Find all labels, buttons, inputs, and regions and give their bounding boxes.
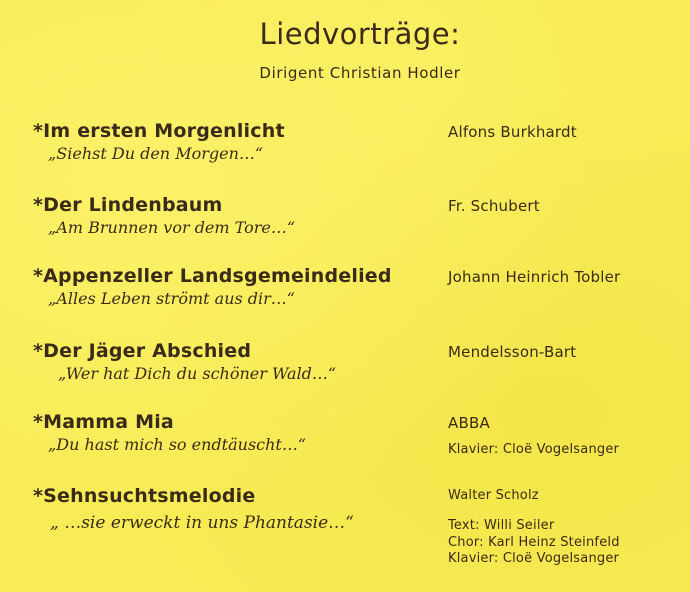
choir-credit: Chor: Karl Heinz Steinfeld (448, 535, 620, 550)
song-quote: „Du hast mich so endtäuscht…“ (48, 435, 307, 454)
song-title: *Der Lindenbaum (33, 194, 223, 216)
song-quote: „Wer hat Dich du schöner Wald…“ (58, 364, 337, 383)
song-title: *Sehnsuchtsmelodie (33, 485, 256, 507)
composer: Mendelsson-Bart (448, 343, 577, 361)
song-quote: „ …sie erweckt in uns Phantasie…“ (50, 513, 354, 533)
song-quote: „Alles Leben strömt aus dir…“ (48, 289, 295, 308)
composer: Walter Scholz (448, 488, 539, 503)
song-title: *Mamma Mia (33, 411, 174, 433)
lyricist: Text: Willi Seiler (448, 518, 555, 533)
composer: Fr. Schubert (448, 197, 540, 215)
song-quote: „Siehst Du den Morgen…“ (48, 144, 264, 163)
composer: ABBA (448, 414, 490, 432)
pianist: Klavier: Cloë Vogelsanger (448, 442, 620, 457)
page-title: Liedvorträge: (259, 17, 461, 51)
composer: Johann Heinrich Tobler (448, 268, 621, 286)
pianist: Klavier: Cloë Vogelsanger (448, 551, 620, 566)
song-title: *Appenzeller Landsgemeindelied (33, 265, 392, 287)
song-title: *Der Jäger Abschied (33, 340, 252, 362)
song-quote: „Am Brunnen vor dem Tore…“ (48, 218, 296, 237)
composer: Alfons Burkhardt (448, 123, 577, 141)
song-title: *Im ersten Morgenlicht (33, 120, 285, 142)
conductor-line: Dirigent Christian Hodler (259, 64, 461, 82)
